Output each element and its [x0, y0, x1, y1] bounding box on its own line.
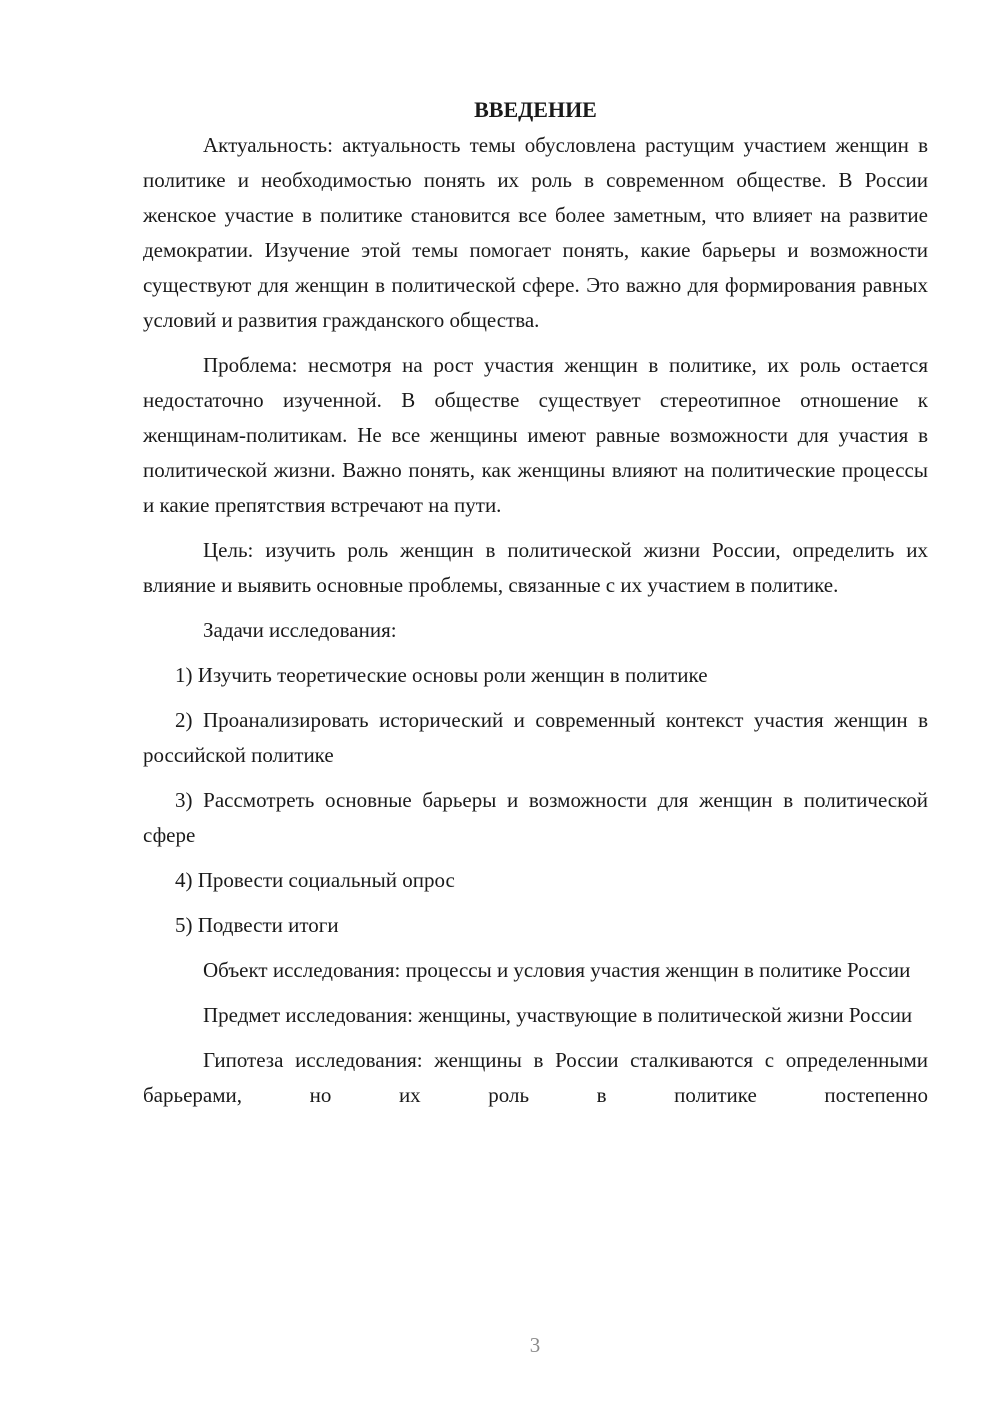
- paragraph-hypothesis: Гипотеза исследования: женщины в России сталкиваются с определенными барьерами, но их роль в политике постепенно: [143, 1048, 928, 1107]
- task-item-1: 1) Изучить теоретические основы роли женщин в политике: [175, 663, 708, 687]
- paragraph-problem: Проблема: несмотря на рост участия женщин в политике, их роль остается недостаточно изученной. В обществе существует стереотипное отношение к женщинам-политикам. Не все женщины имеют равные возможности для участия в политической жизни. Важно понять, как женщины влияют на политические процессы и какие препятствия встречают на пути.: [143, 353, 928, 517]
- section-title: ВВЕДЕНИЕ: [474, 97, 597, 122]
- page-number: 3: [529, 1333, 541, 1357]
- document-page: [143, 95, 928, 1113]
- paragraph-relevance: Актуальность: актуальность темы обусловлена растущим участием женщин в политике и необходимостью понять их роль в современном обществе. В России женское участие в политике становится все более заметным, что влияет на развитие демократии. Изучение этой темы помогает понять, какие барьеры и возможности существуют для женщин в политической сфере. Это важно для формирования равных условий и развития гражданского общества.: [143, 133, 928, 332]
- paragraph-object: Объект исследования: процессы и условия участия женщин в политике России: [203, 958, 911, 982]
- task-item-2: 2) Проанализировать исторический и современный контекст участия женщин в российской политике: [143, 708, 928, 767]
- task-item-4: 4) Провести социальный опрос: [175, 868, 455, 892]
- paragraph-tasks-heading: Задачи исследования:: [203, 618, 397, 642]
- task-item-3: 3) Рассмотреть основные барьеры и возможности для женщин в политической сфере: [143, 788, 928, 847]
- paragraph-subject: Предмет исследования: женщины, участвующие в политической жизни России: [203, 1003, 913, 1027]
- paragraph-goal: Цель: изучить роль женщин в политической жизни России, определить их влияние и выявить основные проблемы, связанные с их участием в политике.: [143, 538, 928, 597]
- task-item-5: 5) Подвести итоги: [175, 913, 339, 937]
